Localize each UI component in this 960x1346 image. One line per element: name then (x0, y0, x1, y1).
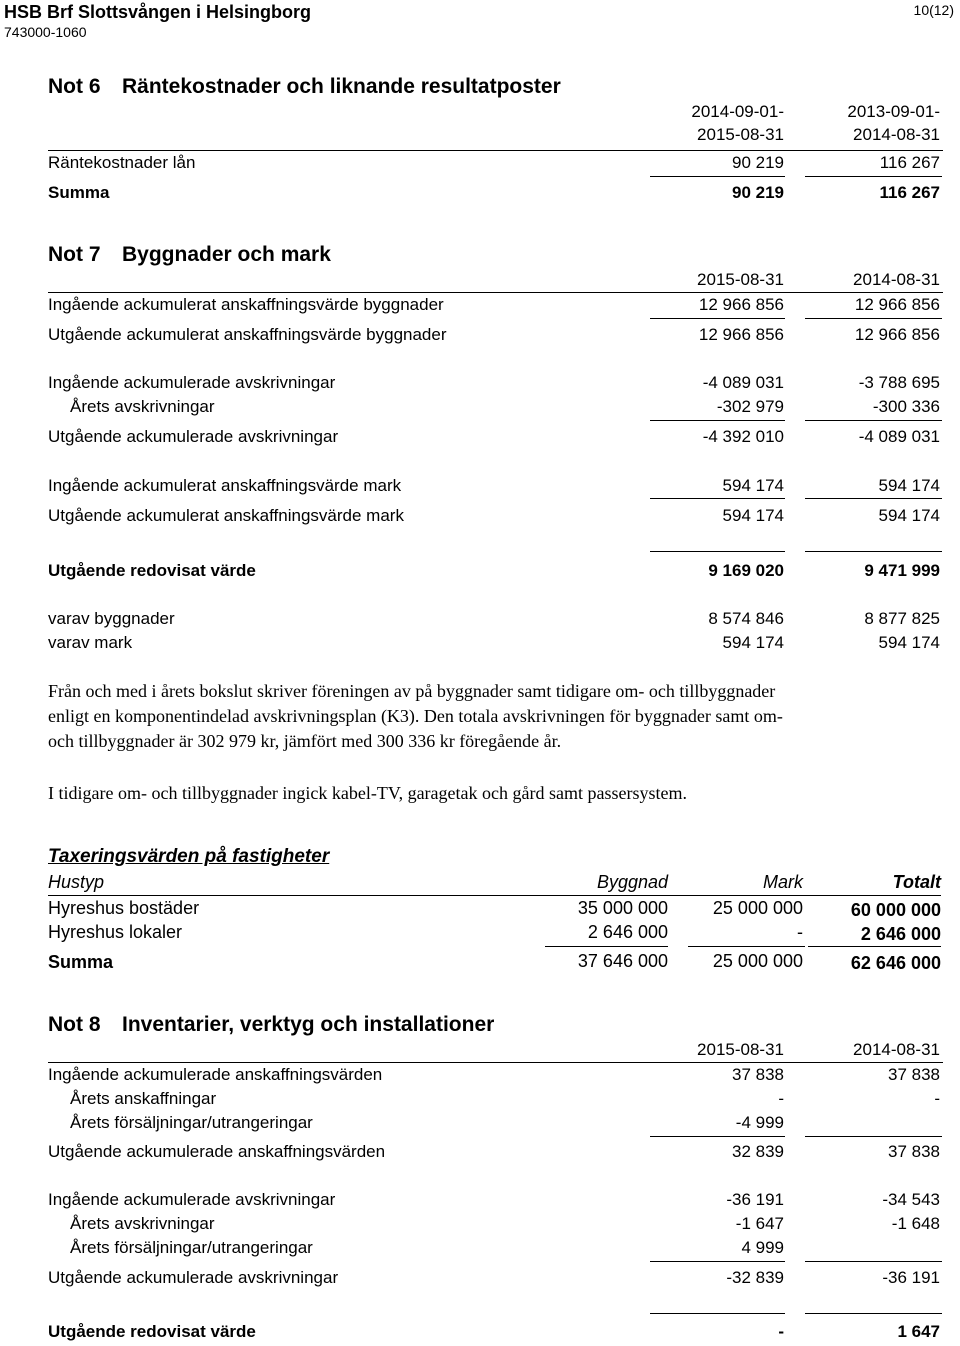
tax-header-hustyp: Hustyp (48, 872, 105, 892)
note8-row-label: Ingående ackumulerade anskaffningsvärden (48, 1065, 383, 1084)
note8-total-label: Utgående redovisat värde (48, 1322, 256, 1341)
note7-col1: 2015-08-31 (697, 270, 784, 289)
note8-row-label: Utgående ackumulerade anskaffningsvärden (48, 1142, 386, 1161)
note7-row-v1: 594 174 (722, 476, 784, 495)
note7-row-v2: 8 877 825 (864, 609, 940, 628)
note8-row-label: Årets anskaffningar (70, 1089, 217, 1108)
note7-row-v1: -4 089 031 (702, 373, 784, 392)
page-number: 10(12) (913, 2, 954, 18)
note8-row-label: Årets avskrivningar (70, 1214, 215, 1233)
note7-paragraph-line: enligt en komponentindelad avskrivningsplan (K3). Den totala avskrivningen för byggnader samt om- (48, 706, 783, 726)
note7-title: Byggnader och mark (122, 243, 331, 266)
note7-rule-1a (650, 318, 785, 319)
note7-total-v2: 9 471 999 (864, 561, 940, 580)
org-number: 743000-1060 (4, 24, 87, 40)
note7-col2: 2014-08-31 (853, 270, 940, 289)
note6-row-v2: 116 267 (879, 153, 940, 172)
note7-row-label: varav mark (48, 633, 133, 652)
note7-row-label: Ingående ackumulerat anskaffningsvärde byggnader (48, 295, 444, 314)
note7-header-rule (48, 292, 943, 293)
note6-col2-line2: 2014-08-31 (853, 125, 940, 144)
note7-rule-4a (650, 551, 785, 552)
note8-row-v2: -36 191 (882, 1268, 940, 1287)
note8-row-v1: 37 838 (732, 1065, 784, 1084)
note6-header-rule (48, 150, 943, 151)
tax-header-rule (48, 895, 941, 896)
note6-row-v1: 90 219 (732, 153, 784, 172)
note7-row-label: Utgående ackumulerat anskaffningsvärde mark (48, 506, 404, 525)
note7-row-v1: -302 979 (716, 397, 784, 416)
note8-rule-1b (805, 1136, 942, 1137)
note6-sum-rule-1 (650, 176, 785, 177)
tax-sum-byggnad: 37 646 000 (577, 951, 668, 971)
note7-number: Not 7 (48, 243, 101, 266)
note6-col2-line1: 2013-09-01- (847, 102, 940, 121)
note7-paragraph-line: Från och med i årets bokslut skriver föreningen av på byggnader samt tidigare om- och tillbyggnader (48, 681, 776, 701)
tax-row-totalt: 60 000 000 (850, 900, 941, 920)
note8-rule-2a (650, 1261, 785, 1262)
note8-rule-3b (805, 1313, 942, 1314)
note7-row-v1: 594 174 (722, 506, 784, 525)
note7-rule-4b (805, 551, 942, 552)
note8-row-label: Utgående ackumulerade avskrivningar (48, 1268, 339, 1287)
note7-row-v1: 8 574 846 (708, 609, 784, 628)
note7-row-v2: 12 966 856 (854, 325, 940, 344)
note7-row-v1: 12 966 856 (698, 295, 784, 314)
note8-title: Inventarier, verktyg och installationer (122, 1013, 495, 1036)
tax-sum-rule-1 (545, 946, 668, 947)
note8-row-v1: -4 999 (735, 1113, 784, 1132)
tax-row-totalt: 2 646 000 (860, 924, 941, 944)
note7-total-label: Utgående redovisat värde (48, 561, 256, 580)
note7-row-label: Årets avskrivningar (70, 397, 215, 416)
note8-row-v1: -36 191 (726, 1190, 784, 1209)
note7-rule-2a (650, 420, 785, 421)
note7-row-label: varav byggnader (48, 609, 175, 628)
note8-row-v1: 4 999 (741, 1238, 784, 1257)
note7-rule-3a (650, 498, 785, 499)
note7-row-v2: 594 174 (878, 506, 940, 525)
note7-row-v2: 594 174 (878, 633, 940, 652)
note8-row-v2: -34 543 (882, 1190, 940, 1209)
note8-row-label: Årets försäljningar/utrangeringar (70, 1238, 313, 1257)
note7-row-v2: -300 336 (872, 397, 940, 416)
tax-header-mark: Mark (763, 872, 803, 892)
note6-sum-v1: 90 219 (732, 183, 784, 202)
note8-row-v1: - (778, 1089, 784, 1108)
tax-title: Taxeringsvärden på fastigheter (48, 846, 330, 867)
note7-row-label: Utgående ackumulerat anskaffningsvärde byggnader (48, 325, 447, 344)
tax-row-mark: - (797, 922, 803, 942)
note8-total-v1: - (778, 1322, 784, 1341)
note6-col1-line2: 2015-08-31 (697, 125, 784, 144)
note8-row-v1: 32 839 (732, 1142, 784, 1161)
note7-row-v2: -3 788 695 (858, 373, 940, 392)
note7-row-v2: 594 174 (878, 476, 940, 495)
note8-col2: 2014-08-31 (853, 1040, 940, 1059)
note8-rule-1a (650, 1136, 785, 1137)
tax-sum-label: Summa (48, 952, 114, 972)
tax-sum-rule-3 (808, 946, 941, 947)
note8-number: Not 8 (48, 1013, 101, 1036)
note6-col1-line1: 2014-09-01- (691, 102, 784, 121)
note7-total-v1: 9 169 020 (708, 561, 784, 580)
note7-row-v1: 12 966 856 (698, 325, 784, 344)
note8-total-v2: 1 647 (897, 1322, 940, 1341)
tax-row-label: Hyreshus lokaler (48, 922, 183, 942)
note7-row-v2: 12 966 856 (854, 295, 940, 314)
note6-number: Not 6 (48, 75, 101, 98)
tax-row-label: Hyreshus bostäder (48, 898, 200, 918)
org-name: HSB Brf Slottsvången i Helsingborg (4, 2, 312, 22)
note8-row-v2: 37 838 (888, 1065, 940, 1084)
tax-row-byggnad: 35 000 000 (577, 898, 668, 918)
note7-paragraph-line: och tillbyggnader är 302 979 kr, jämfört med 300 336 kr föregående år. (48, 731, 562, 751)
tax-row-byggnad: 2 646 000 (587, 922, 668, 942)
note8-row-label: Årets försäljningar/utrangeringar (70, 1113, 313, 1132)
note7-row-v1: 594 174 (722, 633, 784, 652)
note6-sum-label: Summa (48, 183, 110, 202)
note8-row-v2: - (934, 1089, 940, 1108)
tax-header-totalt: Totalt (892, 872, 941, 892)
note6-row-label: Räntekostnader lån (48, 153, 196, 172)
note8-row-v2: -1 648 (891, 1214, 940, 1233)
note8-row-label: Ingående ackumulerade avskrivningar (48, 1190, 336, 1209)
tax-row-mark: 25 000 000 (712, 898, 803, 918)
note6-title: Räntekostnader och liknande resultatposter (122, 75, 561, 98)
note7-rule-3b (805, 498, 942, 499)
note7-row-label: Ingående ackumulerade avskrivningar (48, 373, 336, 392)
note7-rule-1b (805, 318, 942, 319)
note6-sum-rule-2 (805, 176, 942, 177)
tax-sum-totalt: 62 646 000 (850, 953, 941, 973)
note7-row-v1: -4 392 010 (702, 427, 784, 446)
tax-header-byggnad: Byggnad (596, 872, 668, 892)
note8-rule-2b (805, 1261, 942, 1262)
tax-sum-mark: 25 000 000 (712, 951, 803, 971)
note8-row-v2: 37 838 (888, 1142, 940, 1161)
note8-col1: 2015-08-31 (697, 1040, 784, 1059)
note7-row-label: Utgående ackumulerade avskrivningar (48, 427, 339, 446)
note7-rule-2b (805, 420, 942, 421)
note7-row-v2: -4 089 031 (858, 427, 940, 446)
note8-rule-3a (650, 1313, 785, 1314)
note7-row-label: Ingående ackumulerat anskaffningsvärde mark (48, 476, 402, 495)
note7-paragraph-2: I tidigare om- och tillbyggnader ingick kabel-TV, garagetak och gård samt passersystem. (48, 783, 687, 803)
note6-sum-v2: 116 267 (879, 183, 940, 202)
note8-header-rule (48, 1062, 943, 1063)
note8-row-v1: -1 647 (735, 1214, 784, 1233)
tax-sum-rule-2 (688, 946, 805, 947)
note8-row-v1: -32 839 (726, 1268, 784, 1287)
